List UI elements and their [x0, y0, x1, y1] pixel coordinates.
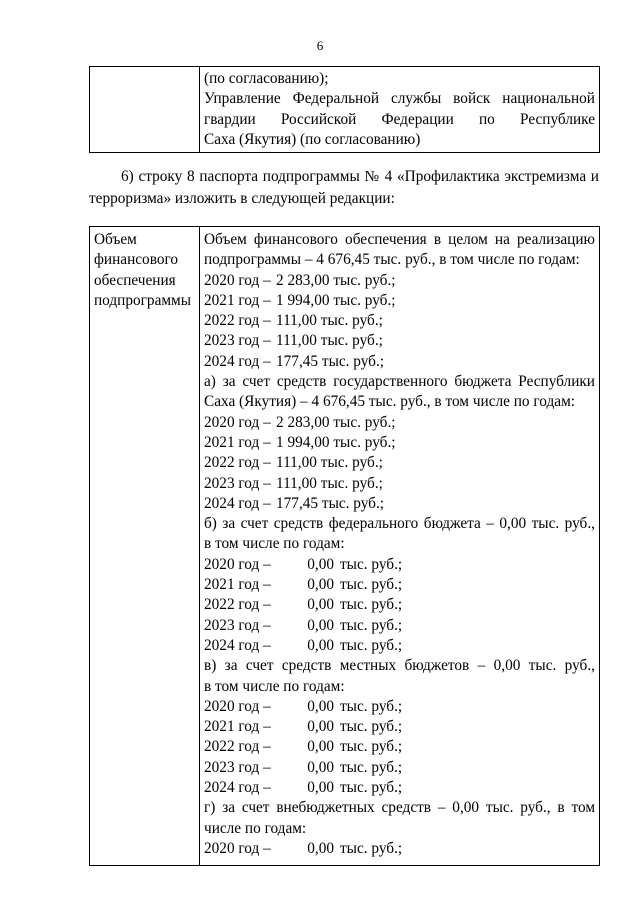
- text-line: Управление Федеральной службы войск национальной: [204, 90, 595, 108]
- year-unit: тыс. руб.;: [340, 758, 403, 776]
- text-line: а) за счет средств государственного бюджета Республики: [204, 373, 595, 391]
- year-amount: 0,00: [307, 697, 334, 715]
- year-label: 2021 год –: [204, 576, 271, 594]
- year-row: [204, 494, 595, 514]
- year-label: 2024 год –: [204, 352, 275, 370]
- year-label: 2022 год –: [204, 312, 275, 330]
- text-line: гвардии Российской Федерации по Республике: [204, 110, 595, 128]
- year-row: [204, 453, 595, 473]
- text-line: Объем финансового обеспечения в целом на реализацию: [204, 231, 595, 248]
- year-unit: тыс. руб.;: [340, 596, 403, 614]
- year-unit: тыс. руб.;: [340, 636, 403, 654]
- year-unit: тыс. руб.;: [340, 718, 403, 736]
- label-line: финансового: [94, 251, 179, 269]
- label-line: Объем: [94, 231, 137, 248]
- year-amount: 1 994,00 тыс. руб.;: [276, 291, 396, 309]
- year-label: 2020 год –: [204, 271, 275, 289]
- text-line: подпрограммы – 4 676,45 тыс. руб., в том числе по годам:: [204, 251, 580, 269]
- year-row: [204, 595, 595, 615]
- year-label: 2023 год –: [204, 758, 271, 776]
- year-row: [204, 758, 595, 778]
- year-label: 2020 год –: [204, 555, 271, 573]
- year-amount: 0,00: [307, 758, 334, 776]
- year-row: [204, 413, 595, 433]
- year-label: 2023 год –: [204, 474, 275, 492]
- text-line: б) за счет средств федерального бюджета – 0,00 тыс. руб.,: [204, 515, 595, 533]
- year-unit: тыс. руб.;: [340, 555, 403, 573]
- year-amount: 0,00: [307, 738, 334, 756]
- year-amount: 111,00 тыс. руб.;: [276, 454, 383, 472]
- year-amount: 111,00 тыс. руб.;: [276, 312, 383, 330]
- financing-table: [89, 226, 600, 866]
- year-row: [204, 616, 595, 636]
- year-unit: тыс. руб.;: [340, 616, 403, 634]
- year-label: 2023 год –: [204, 332, 275, 350]
- year-amount: 0,00: [307, 616, 334, 634]
- year-unit: тыс. руб.;: [340, 779, 403, 797]
- year-amount: 0,00: [307, 596, 334, 614]
- year-row: [204, 555, 595, 575]
- year-row: [204, 433, 595, 453]
- year-row: [204, 636, 595, 656]
- empty-label-cell: [90, 67, 200, 153]
- text-line: числе по годам:: [204, 819, 307, 837]
- year-amount: 111,00 тыс. руб.;: [276, 474, 383, 492]
- year-label: 2023 год –: [204, 616, 271, 634]
- year-label: 2020 год –: [204, 839, 271, 857]
- year-unit: тыс. руб.;: [340, 738, 403, 756]
- year-label: 2022 год –: [204, 596, 271, 614]
- text-line: Саха (Якутия) – 4 676,45 тыс. руб., в том числе по годам:: [204, 393, 575, 411]
- year-unit: тыс. руб.;: [340, 839, 403, 857]
- b-year-list: [204, 555, 595, 656]
- year-amount: 0,00: [307, 779, 334, 797]
- year-row: [204, 331, 595, 351]
- label-line: подпрограммы: [94, 291, 192, 309]
- year-amount: 2 283,00 тыс. руб.;: [276, 413, 396, 431]
- financing-content-cell: [200, 227, 600, 866]
- text-line: в том числе по годам:: [204, 535, 345, 553]
- text-line: в) за счет средств местных бюджетов – 0,00 тыс. руб.,: [204, 657, 595, 675]
- continuation-table: [89, 66, 600, 153]
- year-row: [204, 575, 595, 595]
- year-row: [204, 697, 595, 717]
- year-amount: 0,00: [307, 576, 334, 594]
- page-number: 6: [316, 38, 324, 53]
- year-label: 2024 год –: [204, 636, 271, 654]
- year-amount: 0,00: [307, 636, 334, 654]
- year-amount: 111,00 тыс. руб.;: [276, 332, 383, 350]
- year-label: 2024 год –: [204, 779, 271, 797]
- year-label: 2020 год –: [204, 697, 271, 715]
- year-row: [204, 778, 595, 798]
- year-label: 2021 год –: [204, 718, 271, 736]
- year-amount: 177,45 тыс. руб.;: [276, 352, 385, 370]
- year-row: [204, 839, 595, 859]
- year-row: [204, 311, 595, 331]
- year-row: [204, 271, 595, 291]
- a-year-list: [204, 413, 595, 514]
- total-year-list: [204, 271, 595, 372]
- year-row: [204, 474, 595, 494]
- label-line: обеспечения: [94, 271, 176, 289]
- text-line: Саха (Якутия) (по согласованию): [204, 130, 421, 148]
- year-amount: 1 994,00 тыс. руб.;: [276, 433, 396, 451]
- year-row: [204, 291, 595, 311]
- text-line: г) за счет внебюджетных средств – 0,00 тыс. руб., в том: [204, 799, 595, 817]
- year-amount: 0,00: [307, 839, 334, 857]
- year-label: 2022 год –: [204, 738, 271, 756]
- year-label: 2021 год –: [204, 291, 275, 309]
- year-label: 2021 год –: [204, 433, 275, 451]
- year-amount: 0,00: [307, 718, 334, 736]
- year-row: [204, 352, 595, 372]
- year-row: [204, 717, 595, 737]
- year-unit: тыс. руб.;: [340, 697, 403, 715]
- year-amount: 0,00: [307, 555, 334, 573]
- text-line: (по согласованию);: [204, 70, 329, 87]
- agencies-cell: [200, 67, 600, 153]
- year-label: 2022 год –: [204, 454, 275, 472]
- text-line: в том числе по годам:: [204, 677, 345, 695]
- year-amount: 177,45 тыс. руб.;: [276, 494, 385, 512]
- year-unit: тыс. руб.;: [340, 576, 403, 594]
- amendment-paragraph: 6) строку 8 паспорта подпрограммы № 4 «Профилактика экстремизма и терроризма» изложить в следующей редакции:: [89, 168, 599, 207]
- year-row: [204, 737, 595, 757]
- v-year-list: [204, 697, 595, 798]
- year-amount: 2 283,00 тыс. руб.;: [276, 271, 396, 289]
- financing-label-cell: [90, 227, 200, 866]
- year-label: 2024 год –: [204, 494, 275, 512]
- year-label: 2020 год –: [204, 413, 275, 431]
- g-year-list: [204, 839, 595, 859]
